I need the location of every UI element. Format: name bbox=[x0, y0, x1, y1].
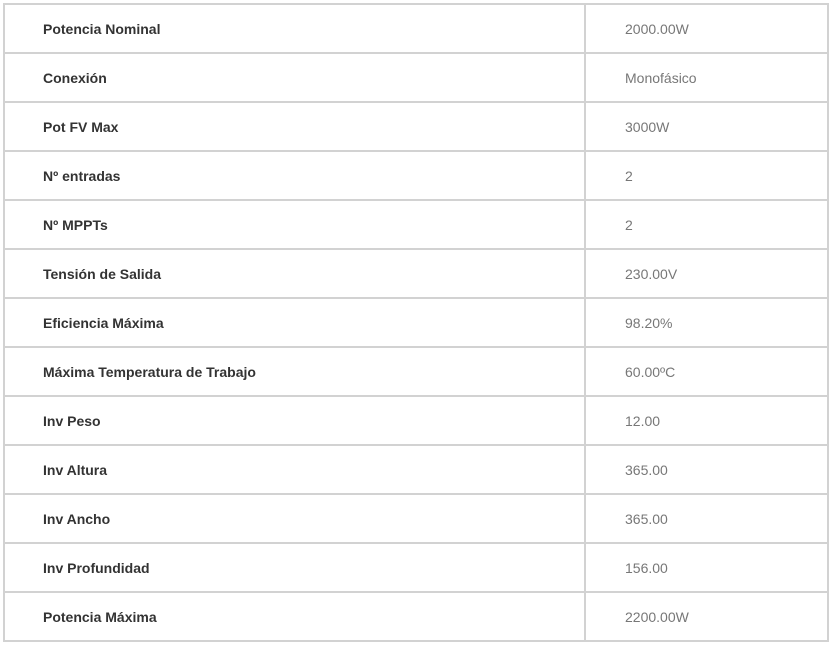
spec-label: Conexión bbox=[4, 53, 585, 102]
spec-row bbox=[4, 396, 828, 445]
spec-value: 2 bbox=[585, 151, 828, 200]
spec-value: 365.00 bbox=[585, 445, 828, 494]
spec-value: 2200.00W bbox=[585, 592, 828, 641]
spec-value: 365.00 bbox=[585, 494, 828, 543]
spec-row bbox=[4, 200, 828, 249]
spec-value: 156.00 bbox=[585, 543, 828, 592]
spec-label: Nº MPPTs bbox=[4, 200, 585, 249]
spec-label: Tensión de Salida bbox=[4, 249, 585, 298]
spec-row bbox=[4, 102, 828, 151]
spec-value: 3000W bbox=[585, 102, 828, 151]
spec-label: Nº entradas bbox=[4, 151, 585, 200]
spec-value: 60.00ºC bbox=[585, 347, 828, 396]
spec-label: Máxima Temperatura de Trabajo bbox=[4, 347, 585, 396]
specifications-body bbox=[4, 4, 828, 641]
spec-label: Inv Ancho bbox=[4, 494, 585, 543]
spec-label: Inv Profundidad bbox=[4, 543, 585, 592]
spec-label: Potencia Máxima bbox=[4, 592, 585, 641]
spec-value: 230.00V bbox=[585, 249, 828, 298]
spec-row bbox=[4, 494, 828, 543]
spec-row bbox=[4, 53, 828, 102]
spec-row bbox=[4, 347, 828, 396]
spec-label: Inv Peso bbox=[4, 396, 585, 445]
spec-value: 2 bbox=[585, 200, 828, 249]
spec-value: 98.20% bbox=[585, 298, 828, 347]
spec-row bbox=[4, 151, 828, 200]
specifications-table bbox=[3, 3, 829, 642]
spec-label: Eficiencia Máxima bbox=[4, 298, 585, 347]
spec-value: 2000.00W bbox=[585, 4, 828, 53]
spec-row bbox=[4, 298, 828, 347]
spec-row bbox=[4, 4, 828, 53]
spec-row bbox=[4, 249, 828, 298]
spec-row bbox=[4, 445, 828, 494]
spec-label: Pot FV Max bbox=[4, 102, 585, 151]
spec-label: Potencia Nominal bbox=[4, 4, 585, 53]
spec-row bbox=[4, 543, 828, 592]
spec-value: Monofásico bbox=[585, 53, 828, 102]
spec-value: 12.00 bbox=[585, 396, 828, 445]
spec-row bbox=[4, 592, 828, 641]
spec-label: Inv Altura bbox=[4, 445, 585, 494]
